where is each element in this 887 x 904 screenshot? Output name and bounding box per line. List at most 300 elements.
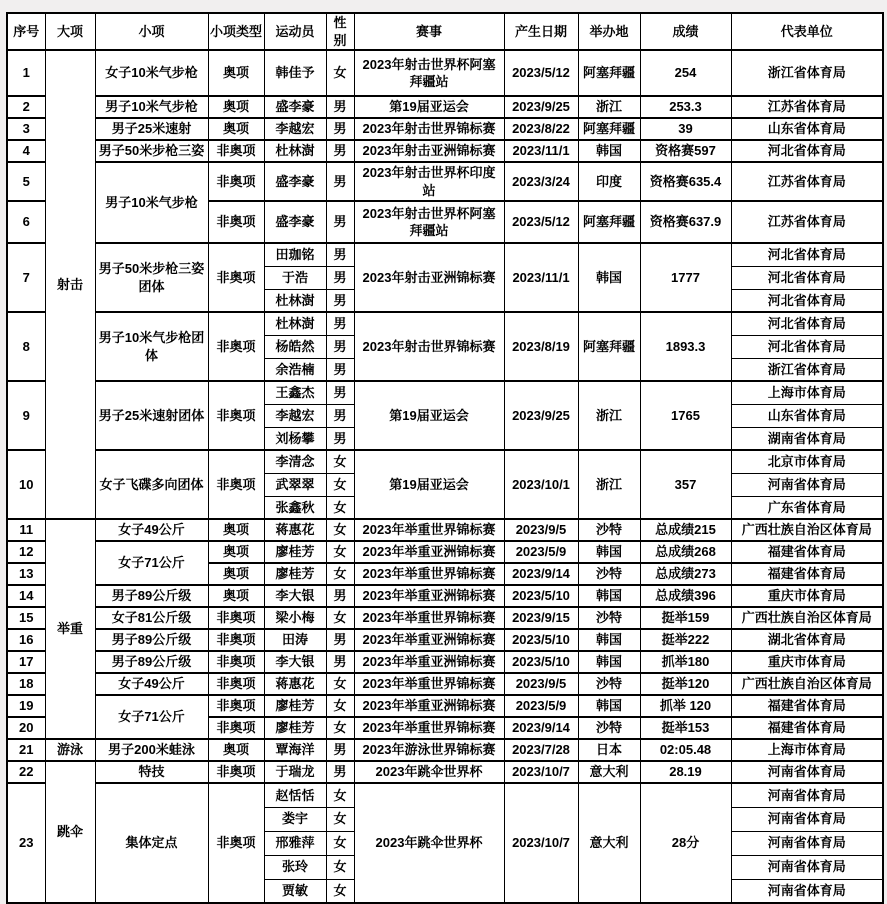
cell-date: 2023/5/9	[504, 695, 578, 717]
cell-athlete-name: 李清念	[264, 450, 326, 473]
table-row	[7, 695, 883, 717]
cell-unit: 河南省体育局	[731, 761, 883, 783]
cell-gender: 女	[326, 450, 354, 473]
cell-no: 3	[7, 118, 45, 140]
cell-no: 11	[7, 519, 45, 541]
cell-event: 2023年射击世界杯阿塞拜疆站	[354, 50, 504, 96]
cell-unit: 浙江省体育局	[731, 358, 883, 381]
table-row	[7, 629, 883, 651]
cell-item: 女子81公斤级	[95, 607, 208, 629]
cell-result: 1777	[640, 243, 731, 312]
cell-athlete-name: 张鑫秋	[264, 496, 326, 519]
cell-date: 2023/9/25	[504, 381, 578, 450]
cell-gender: 男	[326, 629, 354, 651]
cell-athlete-name: 廖桂芳	[264, 695, 326, 717]
cell-gender: 男	[326, 312, 354, 335]
cell-venue: 韩国	[578, 243, 640, 312]
cell-athlete-name: 廖桂芳	[264, 563, 326, 585]
cell-result: 挺举159	[640, 607, 731, 629]
cell-gender: 男	[326, 289, 354, 312]
header-row	[7, 13, 883, 50]
cell-unit: 福建省体育局	[731, 695, 883, 717]
cell-type: 非奥项	[208, 162, 264, 201]
cell-athlete-name: 蒋惠花	[264, 673, 326, 695]
cell-no: 16	[7, 629, 45, 651]
cell-result: 总成绩273	[640, 563, 731, 585]
cell-gender: 女	[326, 473, 354, 496]
table-row	[7, 651, 883, 673]
cell-result: 1765	[640, 381, 731, 450]
cell-unit: 广西壮族自治区体育局	[731, 607, 883, 629]
cell-athlete-name: 韩佳予	[264, 50, 326, 96]
cell-gender: 男	[326, 651, 354, 673]
cell-date: 2023/5/10	[504, 651, 578, 673]
col-header-2: 小项	[95, 13, 208, 50]
cell-athlete-name: 李越宏	[264, 118, 326, 140]
cell-athlete-name: 蒋惠花	[264, 519, 326, 541]
cell-athlete-name: 杜林澍	[264, 140, 326, 162]
cell-sport: 射击	[45, 50, 95, 519]
cell-unit: 上海市体育局	[731, 739, 883, 761]
cell-event: 2023年射击世界锦标赛	[354, 312, 504, 381]
cell-type: 非奥项	[208, 381, 264, 450]
cell-gender: 男	[326, 381, 354, 404]
cell-event: 2023年射击世界杯阿塞拜疆站	[354, 201, 504, 243]
cell-sport: 举重	[45, 519, 95, 739]
cell-no: 6	[7, 201, 45, 243]
table-header	[7, 13, 883, 50]
cell-no: 21	[7, 739, 45, 761]
cell-athlete-name: 李大银	[264, 651, 326, 673]
spreadsheet-area	[6, 12, 882, 904]
cell-athlete-name: 贾敏	[264, 879, 326, 903]
cell-type: 非奥项	[208, 450, 264, 519]
cell-athlete-name: 杨皓然	[264, 335, 326, 358]
cell-result: 253.3	[640, 96, 731, 118]
cell-gender: 男	[326, 118, 354, 140]
cell-venue: 韩国	[578, 140, 640, 162]
cell-gender: 女	[326, 807, 354, 831]
cell-athlete-name: 盛李豪	[264, 96, 326, 118]
cell-item: 男子200米蛙泳	[95, 739, 208, 761]
cell-item: 集体定点	[95, 783, 208, 903]
cell-sport: 游泳	[45, 739, 95, 761]
cell-date: 2023/5/10	[504, 585, 578, 607]
table-row	[7, 541, 883, 563]
cell-athlete-name: 邢雅萍	[264, 831, 326, 855]
cell-no: 14	[7, 585, 45, 607]
cell-event: 2023年举重亚洲锦标赛	[354, 541, 504, 563]
cell-gender: 女	[326, 541, 354, 563]
cell-type: 奥项	[208, 585, 264, 607]
cell-item: 男子25米速射团体	[95, 381, 208, 450]
cell-event: 2023年举重世界锦标赛	[354, 563, 504, 585]
cell-unit: 江苏省体育局	[731, 201, 883, 243]
cell-unit: 上海市体育局	[731, 381, 883, 404]
cell-date: 2023/5/10	[504, 629, 578, 651]
cell-date: 2023/8/22	[504, 118, 578, 140]
table-row	[7, 162, 883, 201]
cell-gender: 女	[326, 831, 354, 855]
cell-result: 挺举222	[640, 629, 731, 651]
cell-venue: 韩国	[578, 541, 640, 563]
col-header-5: 性别	[326, 13, 354, 50]
cell-no: 2	[7, 96, 45, 118]
cell-gender: 男	[326, 243, 354, 266]
cell-gender: 男	[326, 201, 354, 243]
cell-unit: 河南省体育局	[731, 831, 883, 855]
cell-gender: 女	[326, 717, 354, 739]
cell-unit: 河北省体育局	[731, 312, 883, 335]
table-row	[7, 739, 883, 761]
cell-gender: 男	[326, 162, 354, 201]
cell-result: 挺举153	[640, 717, 731, 739]
cell-athlete-name: 王鑫杰	[264, 381, 326, 404]
cell-unit: 河南省体育局	[731, 807, 883, 831]
cell-item: 男子10米气步枪	[95, 96, 208, 118]
cell-type: 非奥项	[208, 673, 264, 695]
cell-athlete-name: 于浩	[264, 266, 326, 289]
cell-date: 2023/5/12	[504, 201, 578, 243]
cell-unit: 河北省体育局	[731, 243, 883, 266]
cell-result: 357	[640, 450, 731, 519]
table-row	[7, 50, 883, 96]
cell-date: 2023/11/1	[504, 140, 578, 162]
cell-item: 女子71公斤	[95, 695, 208, 739]
cell-event: 第19届亚运会	[354, 96, 504, 118]
cell-unit: 河南省体育局	[731, 473, 883, 496]
cell-no: 22	[7, 761, 45, 783]
cell-result: 1893.3	[640, 312, 731, 381]
cell-unit: 广东省体育局	[731, 496, 883, 519]
table-row	[7, 96, 883, 118]
cell-gender: 女	[326, 673, 354, 695]
cell-date: 2023/9/14	[504, 717, 578, 739]
cell-result: 挺举120	[640, 673, 731, 695]
cell-type: 非奥项	[208, 695, 264, 717]
cell-event: 第19届亚运会	[354, 381, 504, 450]
cell-type: 奥项	[208, 50, 264, 96]
table-row	[7, 673, 883, 695]
cell-athlete-name: 杜林澍	[264, 289, 326, 312]
cell-venue: 沙特	[578, 519, 640, 541]
cell-no: 10	[7, 450, 45, 519]
cell-date: 2023/5/12	[504, 50, 578, 96]
cell-result: 28分	[640, 783, 731, 903]
cell-date: 2023/8/19	[504, 312, 578, 381]
cell-venue: 阿塞拜疆	[578, 50, 640, 96]
cell-type: 非奥项	[208, 783, 264, 903]
cell-venue: 日本	[578, 739, 640, 761]
cell-venue: 沙特	[578, 563, 640, 585]
cell-no: 7	[7, 243, 45, 312]
cell-venue: 浙江	[578, 96, 640, 118]
cell-gender: 女	[326, 607, 354, 629]
cell-type: 非奥项	[208, 140, 264, 162]
cell-athlete-name: 赵恬恬	[264, 783, 326, 807]
cell-date: 2023/9/15	[504, 607, 578, 629]
cell-no: 17	[7, 651, 45, 673]
cell-event: 2023年举重世界锦标赛	[354, 607, 504, 629]
cell-gender: 女	[326, 783, 354, 807]
cell-gender: 男	[326, 266, 354, 289]
cell-item: 特技	[95, 761, 208, 783]
cell-unit: 湖北省体育局	[731, 629, 883, 651]
cell-type: 非奥项	[208, 651, 264, 673]
cell-event: 2023年举重亚洲锦标赛	[354, 695, 504, 717]
cell-unit: 山东省体育局	[731, 118, 883, 140]
cell-result: 254	[640, 50, 731, 96]
cell-gender: 男	[326, 335, 354, 358]
cell-unit: 河北省体育局	[731, 140, 883, 162]
cell-venue: 阿塞拜疆	[578, 201, 640, 243]
cell-venue: 沙特	[578, 673, 640, 695]
table-row	[7, 519, 883, 541]
cell-athlete-name: 武翠翠	[264, 473, 326, 496]
cell-item: 男子10米气步枪	[95, 162, 208, 243]
cell-athlete-name: 张玲	[264, 855, 326, 879]
cell-unit: 河南省体育局	[731, 879, 883, 903]
cell-event: 2023年举重世界锦标赛	[354, 519, 504, 541]
cell-event: 2023年游泳世界锦标赛	[354, 739, 504, 761]
cell-result: 39	[640, 118, 731, 140]
cell-result: 抓举180	[640, 651, 731, 673]
cell-venue: 沙特	[578, 607, 640, 629]
cell-result: 总成绩396	[640, 585, 731, 607]
table-row	[7, 585, 883, 607]
cell-event: 2023年射击亚洲锦标赛	[354, 243, 504, 312]
cell-date: 2023/9/25	[504, 96, 578, 118]
cell-venue: 浙江	[578, 381, 640, 450]
cell-type: 非奥项	[208, 761, 264, 783]
cell-no: 1	[7, 50, 45, 96]
cell-type: 奥项	[208, 563, 264, 585]
cell-athlete-name: 覃海洋	[264, 739, 326, 761]
col-header-7: 产生日期	[504, 13, 578, 50]
col-header-9: 成绩	[640, 13, 731, 50]
cell-event: 2023年举重亚洲锦标赛	[354, 629, 504, 651]
cell-item: 女子49公斤	[95, 673, 208, 695]
cell-unit: 北京市体育局	[731, 450, 883, 473]
cell-venue: 韩国	[578, 629, 640, 651]
cell-venue: 沙特	[578, 717, 640, 739]
cell-venue: 韩国	[578, 695, 640, 717]
cell-unit: 江苏省体育局	[731, 96, 883, 118]
cell-no: 13	[7, 563, 45, 585]
cell-gender: 男	[326, 761, 354, 783]
cell-unit: 福建省体育局	[731, 541, 883, 563]
cell-venue: 印度	[578, 162, 640, 201]
cell-date: 2023/9/14	[504, 563, 578, 585]
cell-athlete-name: 梁小梅	[264, 607, 326, 629]
cell-date: 2023/10/1	[504, 450, 578, 519]
cell-item: 男子89公斤级	[95, 651, 208, 673]
cell-type: 非奥项	[208, 312, 264, 381]
cell-gender: 女	[326, 496, 354, 519]
cell-event: 2023年举重亚洲锦标赛	[354, 651, 504, 673]
cell-athlete-name: 娄宇	[264, 807, 326, 831]
cell-unit: 河南省体育局	[731, 783, 883, 807]
cell-unit: 福建省体育局	[731, 717, 883, 739]
cell-gender: 女	[326, 855, 354, 879]
cell-sport: 跳伞	[45, 761, 95, 903]
cell-athlete-name: 杜林澍	[264, 312, 326, 335]
col-header-10: 代表单位	[731, 13, 883, 50]
cell-type: 非奥项	[208, 717, 264, 739]
cell-item: 男子89公斤级	[95, 629, 208, 651]
cell-unit: 广西壮族自治区体育局	[731, 673, 883, 695]
cell-type: 非奥项	[208, 629, 264, 651]
col-header-6: 赛事	[354, 13, 504, 50]
cell-result: 抓举 120	[640, 695, 731, 717]
table-body	[7, 50, 883, 903]
cell-result: 资格赛635.4	[640, 162, 731, 201]
cell-venue: 阿塞拜疆	[578, 118, 640, 140]
cell-item: 男子50米步枪三姿	[95, 140, 208, 162]
cell-gender: 女	[326, 519, 354, 541]
cell-event: 2023年射击世界锦标赛	[354, 118, 504, 140]
cell-gender: 女	[326, 695, 354, 717]
col-header-0: 序号	[7, 13, 45, 50]
cell-event: 2023年射击亚洲锦标赛	[354, 140, 504, 162]
cell-event: 2023年跳伞世界杯	[354, 761, 504, 783]
table-row	[7, 140, 883, 162]
cell-type: 奥项	[208, 541, 264, 563]
table-row	[7, 783, 883, 807]
cell-athlete-name: 于瑞龙	[264, 761, 326, 783]
cell-event: 2023年举重世界锦标赛	[354, 673, 504, 695]
col-header-1: 大项	[45, 13, 95, 50]
cell-unit: 重庆市体育局	[731, 585, 883, 607]
col-header-8: 举办地	[578, 13, 640, 50]
cell-gender: 女	[326, 879, 354, 903]
cell-athlete-name: 廖桂芳	[264, 717, 326, 739]
cell-unit: 河南省体育局	[731, 855, 883, 879]
cell-no: 15	[7, 607, 45, 629]
cell-date: 2023/10/7	[504, 783, 578, 903]
cell-date: 2023/3/24	[504, 162, 578, 201]
cell-unit: 河北省体育局	[731, 266, 883, 289]
table-row	[7, 607, 883, 629]
col-header-3: 小项类型	[208, 13, 264, 50]
cell-type: 奥项	[208, 739, 264, 761]
cell-no: 12	[7, 541, 45, 563]
cell-item: 男子25米速射	[95, 118, 208, 140]
cell-venue: 意大利	[578, 761, 640, 783]
cell-type: 非奥项	[208, 607, 264, 629]
cell-gender: 男	[326, 404, 354, 427]
cell-no: 4	[7, 140, 45, 162]
cell-no: 20	[7, 717, 45, 739]
cell-athlete-name: 田涛	[264, 629, 326, 651]
cell-result: 资格赛597	[640, 140, 731, 162]
cell-unit: 湖南省体育局	[731, 427, 883, 450]
cell-unit: 福建省体育局	[731, 563, 883, 585]
cell-type: 奥项	[208, 96, 264, 118]
cell-athlete-name: 余浩楠	[264, 358, 326, 381]
cell-type: 非奥项	[208, 201, 264, 243]
cell-event: 2023年跳伞世界杯	[354, 783, 504, 903]
cell-no: 8	[7, 312, 45, 381]
cell-date: 2023/9/5	[504, 673, 578, 695]
table-row	[7, 450, 883, 473]
cell-date: 2023/10/7	[504, 761, 578, 783]
cell-unit: 河北省体育局	[731, 289, 883, 312]
cell-venue: 韩国	[578, 585, 640, 607]
table-row	[7, 312, 883, 335]
cell-venue: 韩国	[578, 651, 640, 673]
cell-gender: 男	[326, 585, 354, 607]
cell-result: 总成绩268	[640, 541, 731, 563]
cell-item: 女子飞碟多向团体	[95, 450, 208, 519]
sports-records-table	[6, 12, 884, 904]
cell-result: 资格赛637.9	[640, 201, 731, 243]
cell-date: 2023/7/28	[504, 739, 578, 761]
table-row	[7, 381, 883, 404]
cell-athlete-name: 刘杨攀	[264, 427, 326, 450]
cell-gender: 男	[326, 96, 354, 118]
cell-event: 2023年举重世界锦标赛	[354, 717, 504, 739]
cell-no: 18	[7, 673, 45, 695]
cell-item: 女子10米气步枪	[95, 50, 208, 96]
cell-unit: 浙江省体育局	[731, 50, 883, 96]
cell-athlete-name: 李大银	[264, 585, 326, 607]
cell-event: 2023年举重亚洲锦标赛	[354, 585, 504, 607]
cell-unit: 广西壮族自治区体育局	[731, 519, 883, 541]
cell-unit: 江苏省体育局	[731, 162, 883, 201]
cell-type: 非奥项	[208, 243, 264, 312]
cell-athlete-name: 盛李豪	[264, 162, 326, 201]
cell-gender: 女	[326, 50, 354, 96]
cell-date: 2023/11/1	[504, 243, 578, 312]
cell-athlete-name: 廖桂芳	[264, 541, 326, 563]
cell-item: 男子10米气步枪团体	[95, 312, 208, 381]
cell-venue: 浙江	[578, 450, 640, 519]
table-row	[7, 243, 883, 266]
cell-date: 2023/9/5	[504, 519, 578, 541]
cell-type: 奥项	[208, 118, 264, 140]
table-row	[7, 118, 883, 140]
cell-athlete-name: 盛李豪	[264, 201, 326, 243]
cell-venue: 意大利	[578, 783, 640, 903]
cell-item: 男子50米步枪三姿团体	[95, 243, 208, 312]
col-header-4: 运动员	[264, 13, 326, 50]
cell-gender: 女	[326, 563, 354, 585]
table-row	[7, 761, 883, 783]
cell-date: 2023/5/9	[504, 541, 578, 563]
cell-no: 5	[7, 162, 45, 201]
cell-gender: 男	[326, 739, 354, 761]
cell-athlete-name: 田珈铭	[264, 243, 326, 266]
cell-item: 男子89公斤级	[95, 585, 208, 607]
cell-gender: 男	[326, 427, 354, 450]
cell-no: 19	[7, 695, 45, 717]
cell-gender: 男	[326, 358, 354, 381]
cell-event: 第19届亚运会	[354, 450, 504, 519]
cell-result: 02:05.48	[640, 739, 731, 761]
cell-event: 2023年射击世界杯印度站	[354, 162, 504, 201]
cell-no: 9	[7, 381, 45, 450]
cell-venue: 阿塞拜疆	[578, 312, 640, 381]
cell-type: 奥项	[208, 519, 264, 541]
cell-gender: 男	[326, 140, 354, 162]
cell-unit: 重庆市体育局	[731, 651, 883, 673]
cell-no: 23	[7, 783, 45, 903]
cell-result: 28.19	[640, 761, 731, 783]
cell-result: 总成绩215	[640, 519, 731, 541]
cell-item: 女子49公斤	[95, 519, 208, 541]
cell-unit: 山东省体育局	[731, 404, 883, 427]
